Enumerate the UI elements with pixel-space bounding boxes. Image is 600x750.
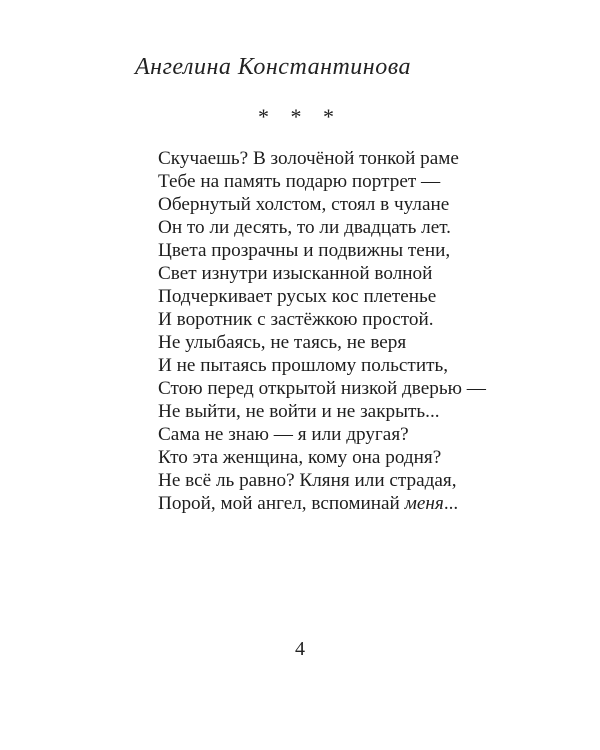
poem-last-line-suffix: ... [443, 493, 459, 514]
poem-line: Обернутый холстом, стоял в чулане [158, 194, 450, 215]
poem-line: Скучаешь? В золочёной тонкой раме [158, 148, 459, 169]
poem-line: Кто эта женщина, кому она родня? [158, 447, 442, 468]
poem-body [158, 147, 518, 515]
poem-line: Не всё ль равно? Кляня или страдая, [158, 470, 457, 491]
poem-line: Подчеркивает русых кос плетенье [158, 286, 437, 307]
poem-line: Стою перед открытой низкой дверью — [158, 378, 486, 399]
poem-last-line-prefix: Порой, мой ангел, вспоминай [158, 493, 405, 514]
poem-line: Свет изнутри изысканной волной [158, 263, 433, 284]
poem-line: Тебе на память подарю портрет — [158, 171, 441, 192]
poem-line: И не пытаясь прошлому польстить, [158, 355, 449, 376]
poem-line: Не улыбаясь, не таясь, не веря [158, 332, 407, 353]
poem-line: Сама не знаю — я или другая? [158, 424, 409, 445]
poem-last-line [158, 492, 518, 515]
page-number: 4 [295, 638, 305, 660]
running-header-author: Ангелина Константинова [135, 54, 411, 80]
poem-line: И воротник с застёжкою простой. [158, 309, 434, 330]
poem-last-line-emphasis: меня [404, 493, 444, 514]
section-divider-stars: * * * [258, 104, 342, 129]
poem-line: Не выйти, не войти и не закрыть... [158, 401, 440, 422]
poem-line: Он то ли десять, то ли двадцать лет. [158, 217, 451, 238]
poem-line: Цвета прозрачны и подвижны тени, [158, 240, 451, 261]
